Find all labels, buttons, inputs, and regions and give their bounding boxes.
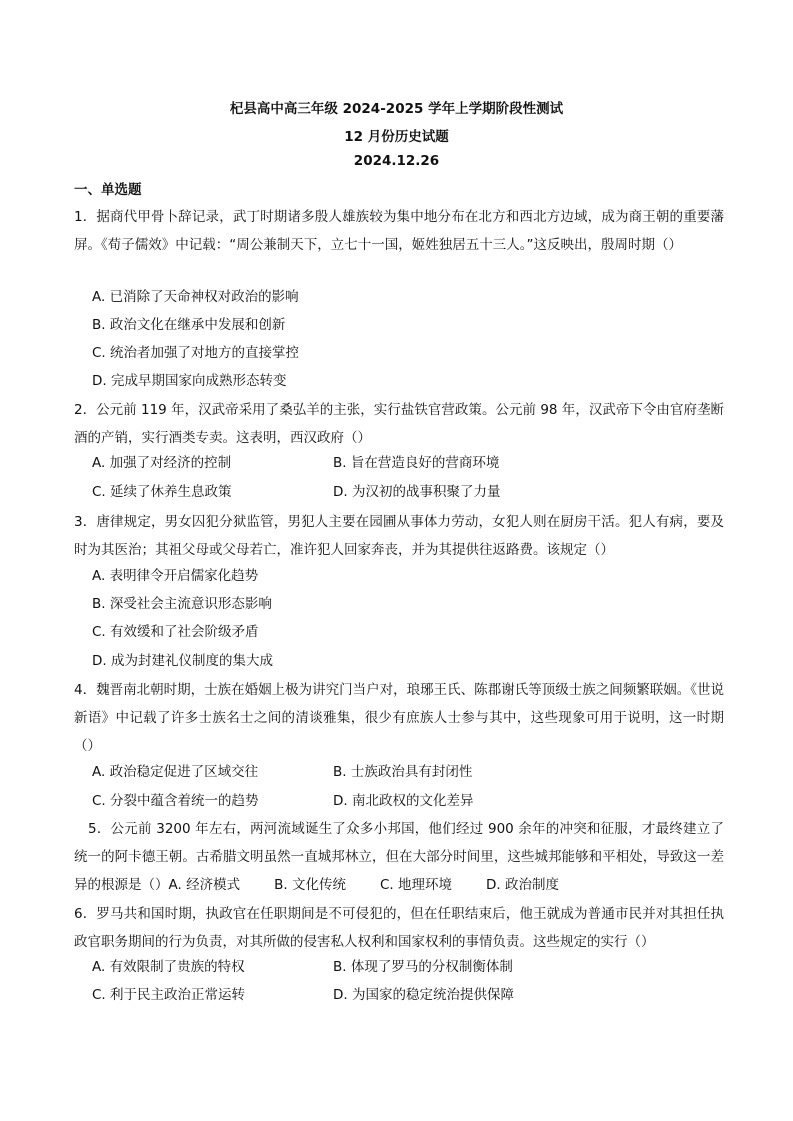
question-6-option-d: D. 为国家的稳定统治提供保障 bbox=[333, 987, 514, 1003]
exam-date: 2024.12.26 bbox=[353, 153, 440, 169]
question-3-option-a: A. 表明律令开启儒家化趋势 bbox=[92, 568, 259, 584]
question-2-option-a: A. 加强了对经济的控制 bbox=[92, 455, 232, 471]
question-5 bbox=[74, 815, 724, 899]
exam-subtitle: 12 月份历史试题 bbox=[344, 129, 449, 145]
question-4-option-b: B. 士族政治具有封闭性 bbox=[333, 764, 473, 780]
question-5-option-b: B. 文化传统 bbox=[274, 877, 346, 893]
question-1-option-b: B. 政治文化在继承中发展和创新 bbox=[92, 317, 286, 333]
question-6-stem: 6．罗马共和国时期，执政官在任职期间是不可侵犯的，但在任职结束后，他王就成为普通市民并对其担任执政官职务期间的行为负责，对其所做的侵害私人权利和国家权利的事情负责。这些规定的实行（） bbox=[74, 906, 724, 950]
question-3-option-b: B. 深受社会主流意识形态影响 bbox=[92, 596, 272, 612]
question-2-option-d: D. 为汉初的战事积聚了力量 bbox=[333, 484, 501, 500]
question-6-option-a: A. 有效限制了贵族的特权 bbox=[92, 959, 245, 975]
section-heading: 一、单选题 bbox=[74, 182, 142, 198]
question-1-option-c: C. 统治者加强了对地方的直接掌控 bbox=[92, 345, 300, 361]
question-2-option-c: C. 延续了休养生息政策 bbox=[92, 484, 232, 500]
question-6-option-b: B. 体现了罗马的分权制衡体制 bbox=[333, 959, 513, 975]
question-5-stem: 5．公元前 3200 年左右，两河流域诞生了众多小邦国，他们经过 900 余年的冲突和征服，才最终建立了统一的阿卡德王朝。古希腊文明虽然一直城邦林立，但在大部分时间里，这些城邦能够和平相处，导致这一差异的根源是（） bbox=[74, 821, 724, 893]
question-5-option-a: A. 经济模式 bbox=[168, 877, 241, 893]
question-4-option-a: A. 政治稳定促进了区域交往 bbox=[92, 764, 259, 780]
question-4-option-d: D. 南北政权的文化差异 bbox=[333, 793, 474, 809]
question-3-option-c: C. 有效缓和了社会阶级矛盾 bbox=[92, 624, 259, 640]
question-4-option-c: C. 分裂中蕴含着统一的趋势 bbox=[92, 793, 259, 809]
question-1-option-d: D. 完成早期国家向成熟形态转变 bbox=[92, 373, 287, 389]
question-3-stem: 3．唐律规定，男女囚犯分狱监管，男犯人主要在园圃从事体力劳动，女犯人则在厨房干活。犯人有病，要及时为其医治；其祖父母或父母若亡，准许犯人回家奔丧，并为其提供往返路费。该规定（） bbox=[74, 514, 724, 558]
question-2-stem: 2．公元前 119 年，汉武帝采用了桑弘羊的主张，实行盐铁官营政策。公元前 98 年，汉武帝下令由官府垄断酒的产销，实行酒类专卖。这表明，西汉政府（） bbox=[74, 402, 724, 446]
question-6-option-c: C. 利于民主政治正常运转 bbox=[92, 987, 246, 1003]
question-2-option-b: B. 旨在营造良好的营商环境 bbox=[333, 455, 500, 471]
question-1-option-a: A. 已消除了天命神权对政治的影响 bbox=[92, 289, 299, 305]
question-5-option-c: C. 地理环境 bbox=[379, 877, 452, 893]
question-5-option-d: D. 政治制度 bbox=[485, 877, 559, 893]
question-4-stem: 4．魏晋南北朝时期，士族在婚姻上极为讲究门当户对，琅琊王氏、陈郡谢氏等顶级士族之间频繁联姻。《世说新语》中记载了许多士族名士之间的清谈雅集，很少有庶族人士参与其中，这些现象可用于说明，这一时期（） bbox=[74, 682, 724, 754]
exam-title: 杞县高中高三年级 2024-2025 学年上学期阶段性测试 bbox=[229, 101, 564, 117]
question-3-option-d: D. 成为封建礼仪制度的集大成 bbox=[92, 653, 273, 669]
question-1-stem: 1．据商代甲骨卜辞记录，武丁时期诸多殷人雄族较为集中地分布在北方和西北方边域，成为商王朝的重要藩屏。《荀子儒效》中记载：“周公兼制天下，立七十一国，姬姓独居五十三人。”这反映出，殷周时期（） bbox=[74, 209, 724, 253]
